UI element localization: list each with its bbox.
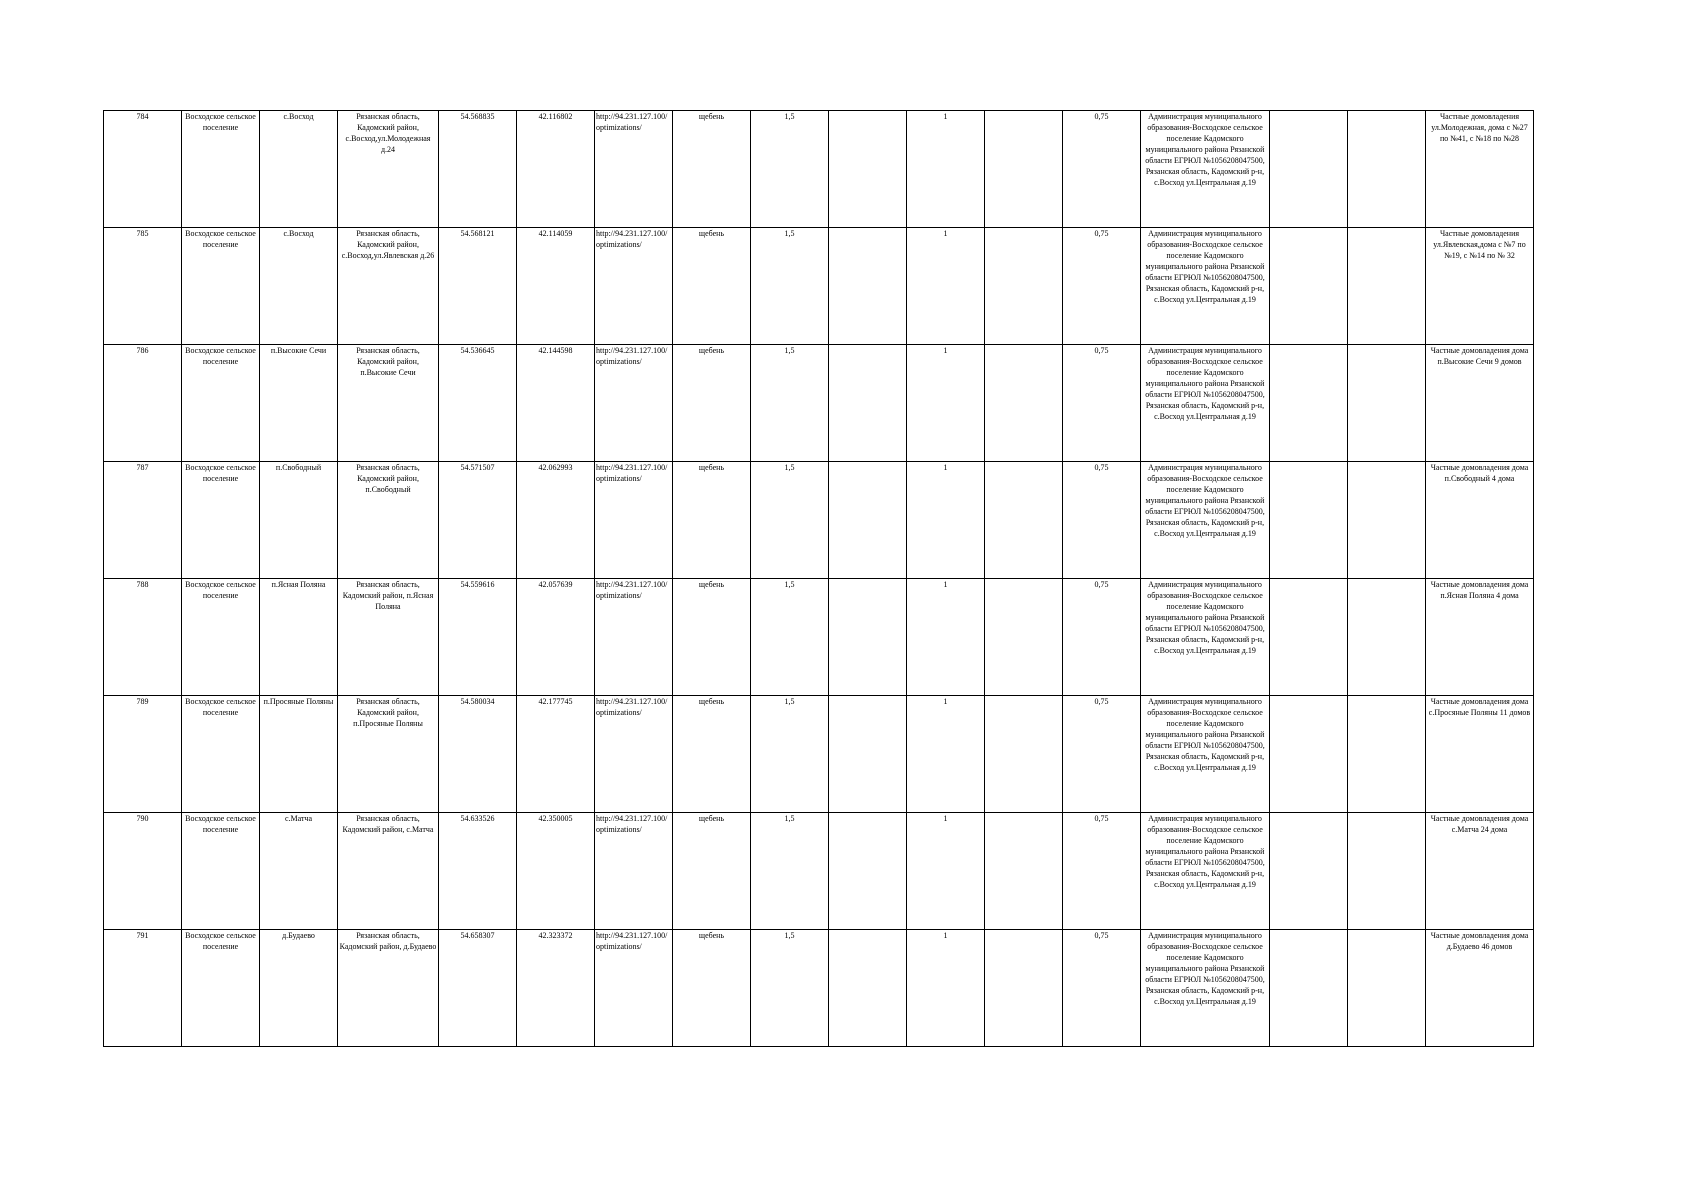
longitude-cell: 42.144598 [517,345,595,462]
empty-cell [1348,345,1426,462]
surface-type-cell: щебень [673,462,751,579]
empty-cell [985,345,1063,462]
longitude-cell: 42.177745 [517,696,595,813]
latitude-cell: 54.568121 [439,228,517,345]
settlement-cell: Восходское сельское поселение [182,228,260,345]
longitude-cell: 42.116802 [517,111,595,228]
empty-cell [829,579,907,696]
map-link-cell[interactable]: http://94.231.127.100/optimizations/ [595,228,673,345]
owner-cell: Администрация муниципального образования-Восходское сельское поселение Кадомского муниципального района Рязанской области ЕГРЮЛ №1056208047500, Рязанская область, Кадомский р-н, с.Восход ул.Центральная д.19 [1141,813,1270,930]
waste-site-registry-table [103,110,1534,1047]
row-number-cell: 789 [104,696,182,813]
row-number-cell: 790 [104,813,182,930]
empty-cell [985,462,1063,579]
empty-cell [829,813,907,930]
surface-type-cell: щебень [673,930,751,1047]
locality-cell: д.Будаево [260,930,338,1047]
empty-cell [1270,930,1348,1047]
empty-cell [1270,696,1348,813]
table-row [104,813,1534,930]
owner-cell: Администрация муниципального образования-Восходское сельское поселение Кадомского муниципального района Рязанской области ЕГРЮЛ №1056208047500, Рязанская область, Кадомский р-н, с.Восход ул.Центральная д.19 [1141,462,1270,579]
address-cell: Рязанская область, Кадомский район, с.Восход,ул.Молодежная д.24 [338,111,439,228]
locality-cell: с.Матча [260,813,338,930]
container-count-cell: 1 [907,462,985,579]
table-row [104,228,1534,345]
waste-sources-cell: Частные домовладения дома п.Свободный 4 дома [1426,462,1534,579]
empty-cell [985,930,1063,1047]
empty-cell [985,111,1063,228]
latitude-cell: 54.571507 [439,462,517,579]
empty-cell [1270,462,1348,579]
address-cell: Рязанская область, Кадомский район, п.Свободный [338,462,439,579]
owner-cell: Администрация муниципального образования-Восходское сельское поселение Кадомского муниципального района Рязанской области ЕГРЮЛ №1056208047500, Рязанская область, Кадомский р-н, с.Восход ул.Центральная д.19 [1141,930,1270,1047]
area-cell: 1,5 [751,930,829,1047]
row-number-cell: 786 [104,345,182,462]
empty-cell [1348,462,1426,579]
empty-cell [985,696,1063,813]
container-volume-cell: 0,75 [1063,345,1141,462]
empty-cell [985,579,1063,696]
owner-cell: Администрация муниципального образования-Восходское сельское поселение Кадомского муниципального района Рязанской области ЕГРЮЛ №1056208047500, Рязанская область, Кадомский р-н, с.Восход ул.Центральная д.19 [1141,696,1270,813]
empty-cell [985,813,1063,930]
row-number-cell: 788 [104,579,182,696]
map-link-cell[interactable]: http://94.231.127.100/optimizations/ [595,930,673,1047]
longitude-cell: 42.062993 [517,462,595,579]
waste-sources-cell: Частные домовладения дома с.Матча 24 дома [1426,813,1534,930]
latitude-cell: 54.559616 [439,579,517,696]
area-cell: 1,5 [751,111,829,228]
empty-cell [1270,579,1348,696]
area-cell: 1,5 [751,813,829,930]
address-cell: Рязанская область, Кадомский район, п.Просяные Поляны [338,696,439,813]
registry-body [104,111,1534,1047]
row-number-cell: 791 [104,930,182,1047]
settlement-cell: Восходское сельское поселение [182,345,260,462]
locality-cell: п.Ясная Поляна [260,579,338,696]
settlement-cell: Восходское сельское поселение [182,696,260,813]
map-link-cell[interactable]: http://94.231.127.100/optimizations/ [595,462,673,579]
latitude-cell: 54.536645 [439,345,517,462]
settlement-cell: Восходское сельское поселение [182,111,260,228]
locality-cell: п.Высокие Сечи [260,345,338,462]
map-link-cell[interactable]: http://94.231.127.100/optimizations/ [595,813,673,930]
container-volume-cell: 0,75 [1063,462,1141,579]
settlement-cell: Восходское сельское поселение [182,462,260,579]
surface-type-cell: щебень [673,345,751,462]
area-cell: 1,5 [751,462,829,579]
owner-cell: Администрация муниципального образования-Восходское сельское поселение Кадомского муниципального района Рязанской области ЕГРЮЛ №1056208047500, Рязанская область, Кадомский р-н, с.Восход ул.Центральная д.19 [1141,579,1270,696]
table-row [104,111,1534,228]
container-volume-cell: 0,75 [1063,228,1141,345]
longitude-cell: 42.114059 [517,228,595,345]
waste-sources-cell: Частные домовладения дома с.Просяные Поляны 11 домов [1426,696,1534,813]
owner-cell: Администрация муниципального образования-Восходское сельское поселение Кадомского муниципального района Рязанской области ЕГРЮЛ №1056208047500, Рязанская область, Кадомский р-н, с.Восход ул.Центральная д.19 [1141,345,1270,462]
empty-cell [829,462,907,579]
map-link-cell[interactable]: http://94.231.127.100/optimizations/ [595,345,673,462]
row-number-cell: 787 [104,462,182,579]
address-cell: Рязанская область, Кадомский район, с.Матча [338,813,439,930]
locality-cell: с.Восход [260,228,338,345]
surface-type-cell: щебень [673,696,751,813]
waste-sources-cell: Частные домовладения ул.Явлевская,дома с №7 по №19, с №14 по № 32 [1426,228,1534,345]
table-row [104,930,1534,1047]
container-volume-cell: 0,75 [1063,930,1141,1047]
latitude-cell: 54.658307 [439,930,517,1047]
empty-cell [1270,345,1348,462]
area-cell: 1,5 [751,345,829,462]
settlement-cell: Восходское сельское поселение [182,813,260,930]
owner-cell: Администрация муниципального образования-Восходское сельское поселение Кадомского муниципального района Рязанской области ЕГРЮЛ №1056208047500, Рязанская область, Кадомский р-н, с.Восход ул.Центральная д.19 [1141,111,1270,228]
surface-type-cell: щебень [673,813,751,930]
owner-cell: Администрация муниципального образования-Восходское сельское поселение Кадомского муниципального района Рязанской области ЕГРЮЛ №1056208047500, Рязанская область, Кадомский р-н, с.Восход ул.Центральная д.19 [1141,228,1270,345]
table-row [104,579,1534,696]
map-link-cell[interactable]: http://94.231.127.100/optimizations/ [595,696,673,813]
address-cell: Рязанская область, Кадомский район, с.Восход,ул.Явлевская д.26 [338,228,439,345]
empty-cell [985,228,1063,345]
area-cell: 1,5 [751,579,829,696]
empty-cell [829,696,907,813]
empty-cell [1348,696,1426,813]
row-number-cell: 784 [104,111,182,228]
empty-cell [829,345,907,462]
settlement-cell: Восходское сельское поселение [182,579,260,696]
container-count-cell: 1 [907,111,985,228]
table-row [104,696,1534,813]
locality-cell: п.Свободный [260,462,338,579]
map-link-cell[interactable]: http://94.231.127.100/optimizations/ [595,111,673,228]
longitude-cell: 42.057639 [517,579,595,696]
empty-cell [1270,228,1348,345]
container-count-cell: 1 [907,930,985,1047]
map-link-cell[interactable]: http://94.231.127.100/optimizations/ [595,579,673,696]
area-cell: 1,5 [751,696,829,813]
empty-cell [1348,579,1426,696]
longitude-cell: 42.323372 [517,930,595,1047]
latitude-cell: 54.580034 [439,696,517,813]
container-volume-cell: 0,75 [1063,579,1141,696]
container-count-cell: 1 [907,813,985,930]
empty-cell [1270,111,1348,228]
latitude-cell: 54.633526 [439,813,517,930]
container-count-cell: 1 [907,696,985,813]
latitude-cell: 54.568835 [439,111,517,228]
table-row [104,462,1534,579]
empty-cell [829,228,907,345]
waste-sources-cell: Частные домовладения дома п.Ясная Поляна 4 дома [1426,579,1534,696]
container-count-cell: 1 [907,579,985,696]
empty-cell [1348,930,1426,1047]
container-volume-cell: 0,75 [1063,813,1141,930]
empty-cell [1348,111,1426,228]
surface-type-cell: щебень [673,579,751,696]
surface-type-cell: щебень [673,111,751,228]
area-cell: 1,5 [751,228,829,345]
empty-cell [829,930,907,1047]
longitude-cell: 42.350005 [517,813,595,930]
container-count-cell: 1 [907,228,985,345]
address-cell: Рязанская область, Кадомский район, п.Ясная Поляна [338,579,439,696]
container-volume-cell: 0,75 [1063,111,1141,228]
address-cell: Рязанская область, Кадомский район, д.Будаево [338,930,439,1047]
waste-sources-cell: Частные домовладения дома д.Будаево 46 домов [1426,930,1534,1047]
empty-cell [829,111,907,228]
empty-cell [1270,813,1348,930]
empty-cell [1348,813,1426,930]
settlement-cell: Восходское сельское поселение [182,930,260,1047]
locality-cell: с.Восход [260,111,338,228]
address-cell: Рязанская область, Кадомский район, п.Высокие Сечи [338,345,439,462]
waste-sources-cell: Частные домовладения дома п.Высокие Сечи 9 домов [1426,345,1534,462]
container-volume-cell: 0,75 [1063,696,1141,813]
empty-cell [1348,228,1426,345]
locality-cell: п.Просяные Поляны [260,696,338,813]
surface-type-cell: щебень [673,228,751,345]
row-number-cell: 785 [104,228,182,345]
container-count-cell: 1 [907,345,985,462]
waste-sources-cell: Частные домовладения ул.Молодежная, дома с №27 по №41, с №18 по №28 [1426,111,1534,228]
table-row [104,345,1534,462]
